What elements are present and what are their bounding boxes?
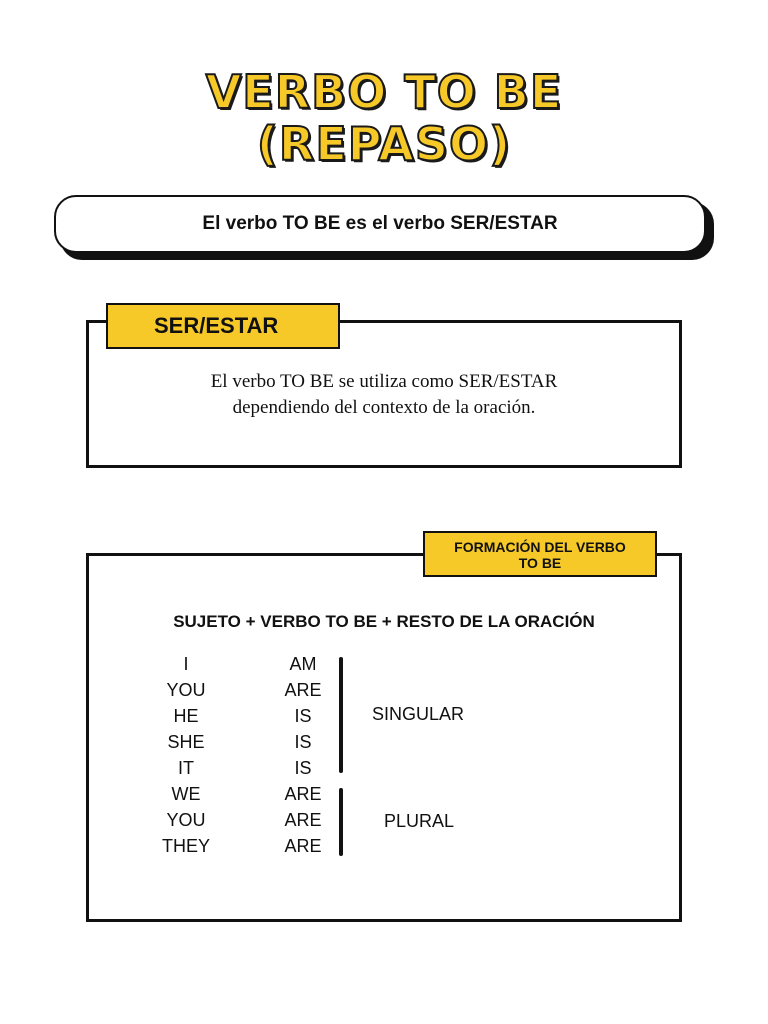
subject-item: YOU: [166, 680, 206, 700]
verb-column: [263, 651, 343, 859]
formula: SUJETO + VERBO TO BE + RESTO DE LA ORACIÓN: [173, 612, 595, 631]
verb-item: AM: [289, 654, 317, 674]
subject-item: I: [183, 654, 189, 674]
intro-text: El verbo TO BE es el verbo SER/ESTAR: [202, 213, 558, 234]
singular-bracket: [339, 657, 343, 773]
verb-item: ARE: [284, 784, 322, 804]
subject-item: HE: [173, 706, 199, 726]
page-title: [0, 66, 768, 170]
singular-label: SINGULAR: [372, 704, 465, 724]
ser-estar-description-line1: El verbo TO BE se utiliza como SER/ESTAR: [210, 371, 558, 392]
verb-item: IS: [294, 732, 312, 752]
formation-tag-line1: FORMACIÓN DEL VERBO: [454, 539, 626, 555]
verb-item: ARE: [284, 680, 322, 700]
page-title-line2: (REPASO): [256, 117, 512, 171]
plural-label: PLURAL: [384, 811, 455, 831]
page-title-line1: VERBO TO BE: [205, 65, 563, 119]
verb-item: IS: [294, 706, 312, 726]
subject-item: THEY: [161, 836, 210, 856]
verb-item: ARE: [284, 810, 322, 830]
verb-item: ARE: [284, 836, 322, 856]
formation-tag: [423, 531, 657, 577]
ser-estar-description-line2: dependiendo del contexto de la oración.: [232, 397, 536, 418]
intro-banner: [54, 195, 706, 253]
subject-item: IT: [178, 758, 194, 778]
subject-item: SHE: [167, 732, 205, 752]
formation-tag-line2: TO BE: [518, 555, 562, 571]
plural-bracket: [339, 788, 343, 856]
subject-column: [146, 651, 226, 859]
subject-item: YOU: [166, 810, 206, 830]
verb-item: IS: [294, 758, 312, 778]
subject-item: WE: [171, 784, 201, 804]
ser-estar-tag: SER/ESTAR: [106, 303, 340, 349]
ser-estar-description: [86, 369, 682, 421]
